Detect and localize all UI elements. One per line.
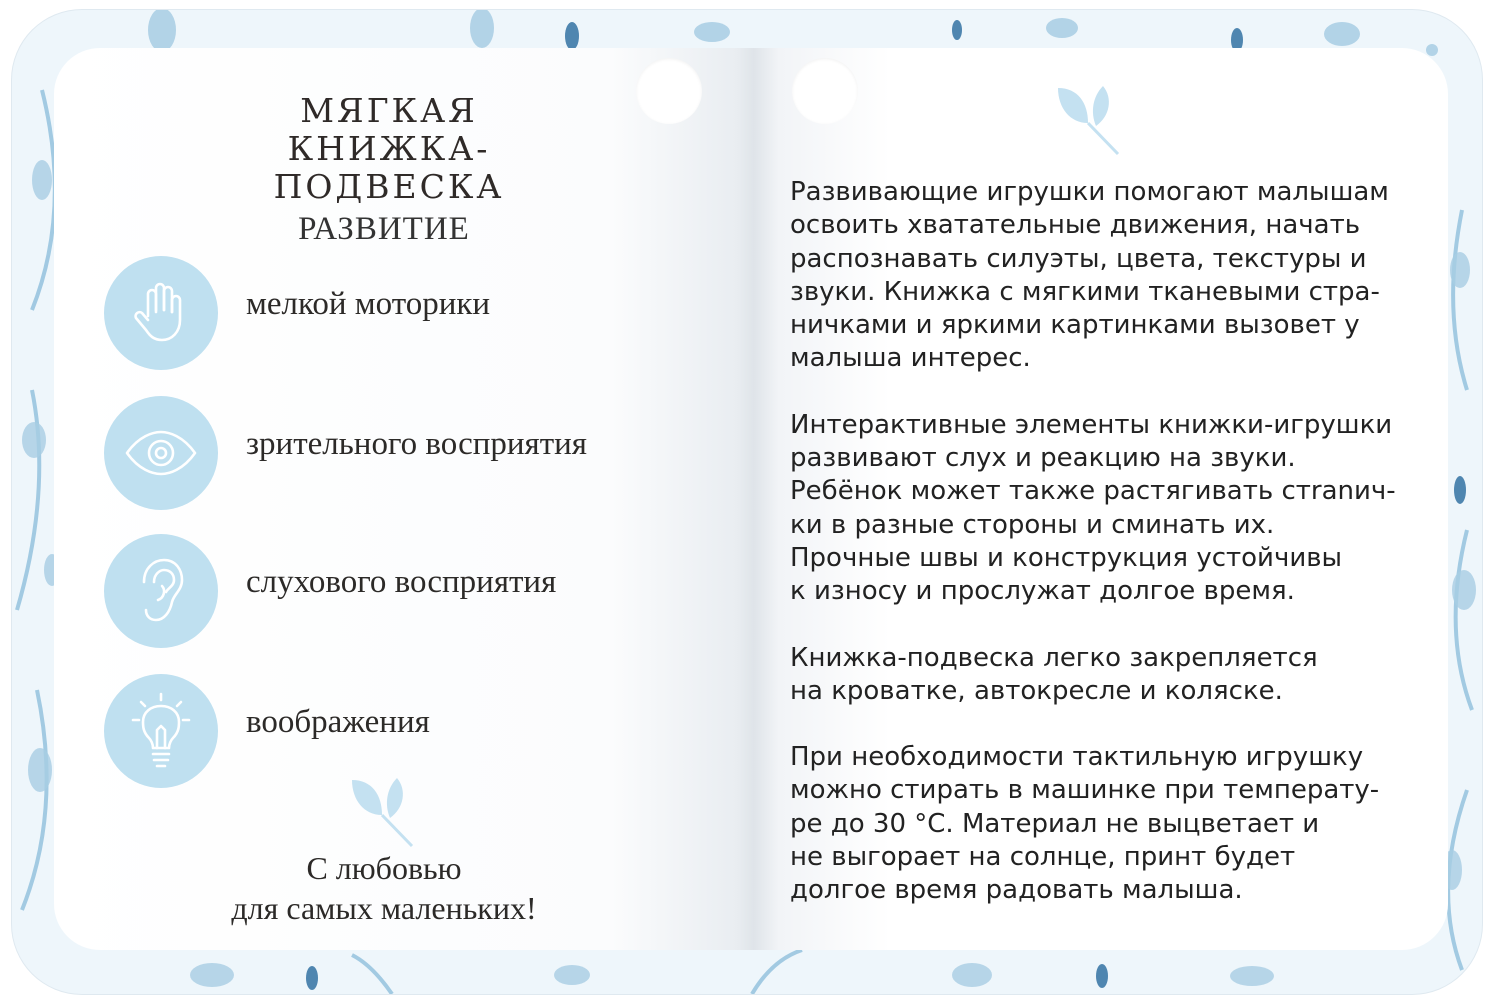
description-paragraph: При необходимости тактильную игрушку можно стирать в машинке при температу- ре до 30 °С. Материал не выцветает и не выгорает на солнце, принт будет долгое время радовать малыша. (790, 742, 1380, 906)
title-line-2: КНИЖКА-ПОДВЕСКА (273, 129, 505, 206)
feature-icon-circle (104, 674, 218, 788)
hand-icon (126, 278, 196, 348)
book-card (12, 10, 1482, 994)
description-paragraph: Интерактивные элементы книжки-игрушки развивают слух и реакцию на звуки. Ребёнок может также растягивать стranич- ки в разные стороны и сминать их. Прочные швы и конструкция устойчивы к износу и прослужат долгое время. (790, 409, 1396, 607)
feature-icon-circle (104, 396, 218, 510)
eye-icon (123, 428, 199, 478)
feature-label: воображения (246, 704, 430, 740)
feature-label: слухового восприятия (246, 564, 557, 600)
description-paragraph: Книжка-подвеска легко закрепляется на кроватке, автокресле и коляске. (790, 642, 1318, 706)
feature-icon-circle (104, 256, 218, 370)
section-subtitle: РАЗВИТИЕ (298, 211, 470, 247)
leaf-icon (342, 770, 422, 850)
closing-line-2: для самых маленьких! (231, 890, 537, 926)
feature-icon-circle (104, 534, 218, 648)
feature-fine-motor (104, 256, 664, 372)
closing-text (174, 848, 594, 928)
feature-label: мелкой моторики (246, 286, 491, 322)
title-line-1: МЯГКАЯ (300, 91, 478, 130)
ear-icon (136, 556, 186, 626)
leaf-icon (1048, 78, 1128, 158)
feature-visual-perception (104, 396, 664, 512)
closing-line-1: С любовью (306, 850, 462, 886)
hanger-hole-right (792, 58, 858, 124)
feature-auditory-perception (104, 534, 664, 650)
lightbulb-icon (129, 692, 193, 770)
description-text (790, 176, 1448, 941)
page-title (174, 92, 604, 206)
description-paragraph: Развивающие игрушки помогают малышам освоить хватательные движения, начать распознавать силуэты, цвета, текстуры и звуки. Книжка с мягкими тканевыми стра- ничками и яркими картинками вызовет у малыша интерес. (790, 177, 1389, 374)
feature-label: зрительного восприятия (246, 426, 587, 462)
hanger-hole-left (636, 58, 702, 124)
book-spread (54, 48, 1448, 950)
